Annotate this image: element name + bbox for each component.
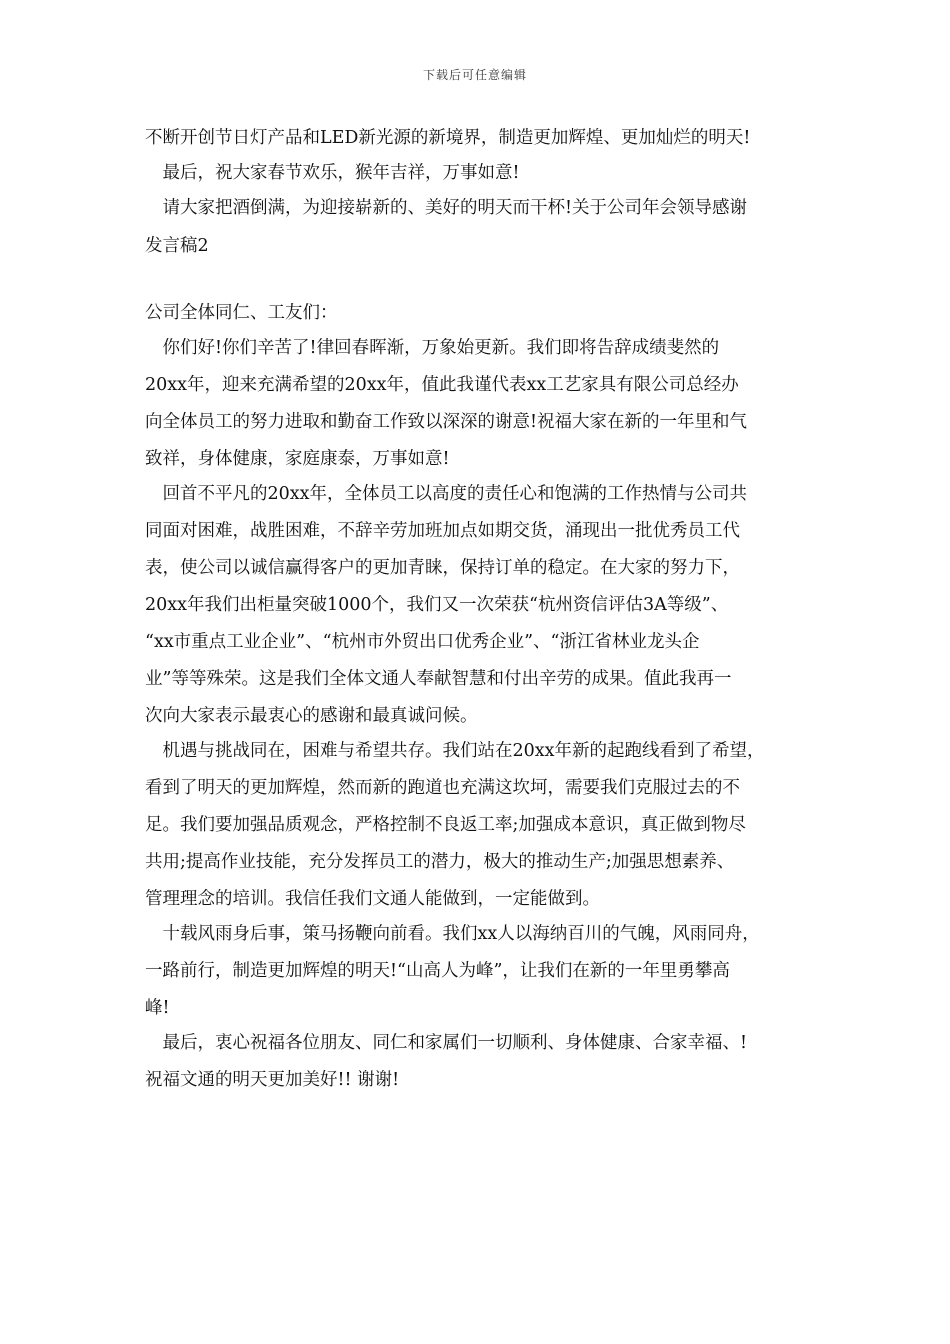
text-line: 十载风雨身后事，策马扬鞭向前看。我们xx人以海纳百川的气魄，风雨同舟， (145, 924, 760, 944)
salutation-line: 公司全体同仁、工友们： (145, 303, 338, 323)
text-line: 一路前行，制造更加辉煌的明天!“山高人为峰”，让我们在新的一年里勇攀高 (145, 961, 730, 981)
text-line: 向全体员工的努力进取和勤奋工作致以深深的谢意!祝福大家在新的一年里和气 (145, 412, 748, 432)
text-line: 致祥，身体健康，家庭康泰，万事如意! (145, 449, 450, 469)
text-line: 峰! (145, 998, 170, 1018)
text-line: 最后，衷心祝福各位朋友、同仁和家属们一切顺利、身体健康、合家幸福、! (145, 1033, 748, 1053)
text-line: 共用;提高作业技能，充分发挥员工的潜力，极大的推动生产;加强思想素养、 (145, 852, 735, 872)
text-line: 不断开创节日灯产品和LED新光源的新境界，制造更加辉煌、更加灿烂的明天! (145, 128, 751, 148)
text-line: “xx市重点工业企业”、“杭州市外贸出口优秀企业”、“浙江省林业龙头企 (145, 632, 700, 652)
text-line: 看到了明天的更加辉煌，然而新的跑道也充满这坎坷，需要我们克服过去的不 (145, 778, 740, 798)
text-line: 请大家把酒倒满，为迎接崭新的、美好的明天而干杯!关于公司年会领导感谢 (145, 198, 748, 218)
text-line: 足。我们要加强品质观念，严格控制不良返工率;加强成本意识，真正做到物尽 (145, 815, 746, 835)
text-line: 20xx年，迎来充满希望的20xx年，值此我谨代表xx工艺家具有限公司总经办 (145, 375, 739, 395)
text-line: 次向大家表示最衷心的感谢和最真诚问候。 (145, 706, 478, 726)
text-line: 机遇与挑战同在，困难与希望共存。我们站在20xx年新的起跑线看到了希望， (145, 741, 765, 761)
text-line: 20xx年我们出柜量突破1000个，我们又一次荣获“杭州资信评估3A等级”、 (145, 595, 729, 615)
text-line: 最后，祝大家春节欢乐，猴年吉祥，万事如意! (145, 163, 520, 183)
text-line: 祝福文通的明天更加美好!! 谢谢! (145, 1070, 400, 1090)
text-line: 业”等等殊荣。这是我们全体文通人奉献智慧和付出辛劳的成果。值此我再一 (145, 669, 732, 689)
text-line: 同面对困难，战胜困难，不辞辛劳加班加点如期交货，涌现出一批优秀员工代 (145, 521, 740, 541)
page-header: 下载后可任意编辑 (422, 68, 527, 82)
text-line: 你们好!你们辛苦了!律回春晖渐，万象始更新。我们即将告辞成绩斐然的 (145, 338, 720, 358)
text-line: 发言稿2 (145, 236, 209, 256)
text-line: 管理理念的培训。我信任我们文通人能做到，一定能做到。 (145, 889, 600, 909)
text-line: 表，使公司以诚信赢得客户的更加青睐，保持订单的稳定。在大家的努力下， (145, 558, 740, 578)
text-line: 回首不平凡的20xx年，全体员工以高度的责任心和饱满的工作热情与公司共 (145, 484, 748, 504)
